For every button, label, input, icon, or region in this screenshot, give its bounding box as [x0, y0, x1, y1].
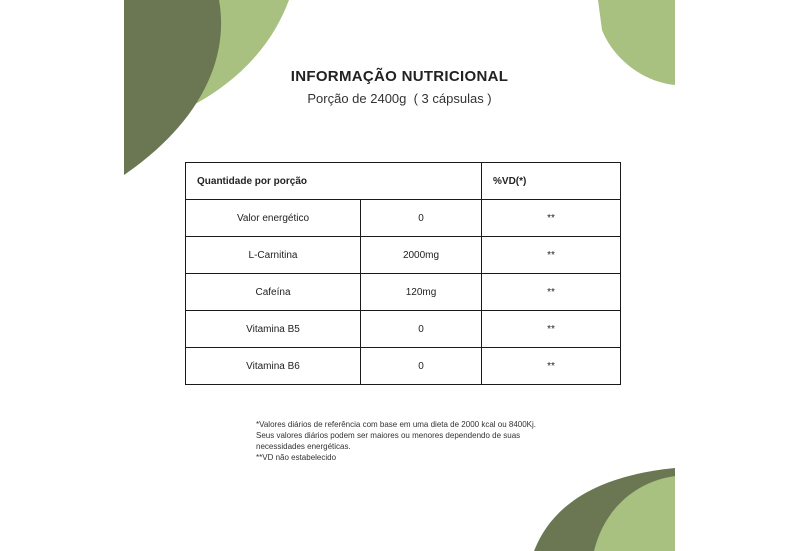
nutrient-name: L-Carnitina [186, 237, 361, 274]
nutrient-vd: ** [482, 348, 621, 385]
table-row [186, 274, 621, 311]
nutrient-name: Vitamina B5 [186, 311, 361, 348]
nutrient-vd: ** [482, 274, 621, 311]
table-row [186, 237, 621, 274]
table-header-row [186, 163, 621, 200]
nutrient-vd: ** [482, 237, 621, 274]
page-title: INFORMAÇÃO NUTRICIONAL [290, 68, 509, 85]
footnote-line: **VD não estabelecido [256, 453, 337, 462]
nutrient-name: Valor energético [186, 200, 361, 237]
nutrient-amount: 0 [361, 311, 482, 348]
nutrition-table [185, 162, 621, 385]
nutrition-card [124, 0, 675, 551]
nutrient-amount: 2000mg [361, 237, 482, 274]
table-row [186, 311, 621, 348]
nutrient-amount: 0 [361, 200, 482, 237]
nutrient-name: Vitamina B6 [186, 348, 361, 385]
nutrient-vd: ** [482, 311, 621, 348]
nutrient-amount: 0 [361, 348, 482, 385]
footnote-line: necessidades energéticas. [256, 442, 351, 451]
serving-size: Porção de 2400g ( 3 cápsulas ) [307, 91, 492, 106]
header-vd: %VD(*) [482, 163, 621, 200]
table-row [186, 200, 621, 237]
nutrient-amount: 120mg [361, 274, 482, 311]
footnote-line: Seus valores diários podem ser maiores ou menores dependendo de suas [256, 431, 521, 440]
table-row [186, 348, 621, 385]
nutrient-vd: ** [482, 200, 621, 237]
footnote-line: *Valores diários de referência com base em uma dieta de 2000 kcal ou 8400Kj. [256, 420, 537, 429]
header-portion: Quantidade por porção [186, 163, 482, 200]
footnote [256, 419, 556, 463]
nutrient-name: Cafeína [186, 274, 361, 311]
